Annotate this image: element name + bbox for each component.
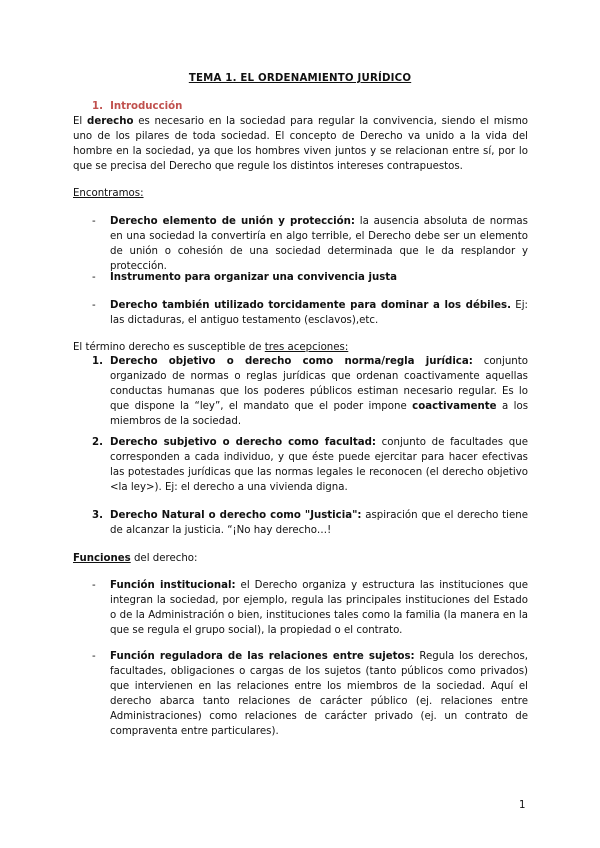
list-number: 3. <box>92 510 103 521</box>
funciones-heading <box>73 551 528 566</box>
numbered-item <box>110 354 528 429</box>
intro-paragraph <box>73 114 528 174</box>
acepciones-intro-text: El término derecho es susceptible de <box>73 342 265 353</box>
encontramos-heading: Encontramos: <box>73 188 144 199</box>
list-item <box>110 578 528 638</box>
bullet-dash: - <box>92 580 96 591</box>
item-text: Ej: las dictaduras, el antiguo testamento (esclavos),etc. <box>110 300 528 326</box>
numbered-item <box>110 435 528 495</box>
section-label: Introducción <box>110 101 183 112</box>
bullet-dash: - <box>92 300 96 311</box>
item-bold-2: coactivamente <box>412 401 497 412</box>
item-text: el Derecho organiza y estructura las instituciones que integran la sociedad, por ejemplo, regula las principales instituciones del Estado o de la Administración o bien, instituciones tales como la familia (la manera en la que se regula el grupo social), la propiedad o el contrato. <box>110 580 528 636</box>
page-number: 1 <box>519 800 526 811</box>
list-item <box>110 214 528 274</box>
section-number: 1. <box>92 101 103 112</box>
intro-bold: derecho <box>87 116 134 127</box>
item-text: conjunto de facultades que corresponden a cada individuo, y que éste puede ejercitar para hacer efectivas las potestades jurídicas que las normas legales le reconocen (el derecho objetivo <la ley>). Ej: el derecho a una vivienda digna. <box>110 437 528 493</box>
list-item <box>110 298 528 328</box>
item-bold: Instrumento para organizar una convivencia justa <box>110 272 398 283</box>
item-bold: Derecho también utilizado torcidamente para dominar a los débiles. <box>110 300 511 311</box>
item-bold: Función institucional: <box>110 580 236 591</box>
acepciones-intro-underlined: tres acepciones: <box>264 342 349 353</box>
item-bold: Derecho subjetivo o derecho como facultad: <box>110 437 376 448</box>
intro-text-a: El <box>73 116 88 127</box>
page-title: TEMA 1. EL ORDENAMIENTO JURÍDICO <box>188 73 412 84</box>
bullet-dash: - <box>92 216 96 227</box>
list-item <box>110 649 528 739</box>
funciones-heading-underlined: Funciones <box>73 553 131 564</box>
numbered-item <box>110 508 528 538</box>
item-text: la ausencia absoluta de normas en una sociedad la convertiría en algo terrible, el Derecho debe ser un elemento de unión o cohesión de una sociedad determinada que le da resplandor y protección. <box>110 216 528 272</box>
section-heading <box>92 99 182 114</box>
bullet-dash: - <box>92 651 96 662</box>
item-bold: Derecho objetivo o derecho como norma/regla jurídica: <box>110 356 473 367</box>
item-text: aspiración que el derecho tiene de alcanzar la justicia. “¡No hay derecho…! <box>110 510 528 536</box>
list-item <box>110 270 528 285</box>
list-number: 2. <box>92 437 103 448</box>
item-text-2: a los miembros de la sociedad. <box>110 401 528 427</box>
list-number: 1. <box>92 356 103 367</box>
item-text: Regula los derechos, facultades, obligaciones o cargas de los sujetos (tanto públicos como privados) que intervienen en las relaciones entre los miembros de la sociedad. Aquí el derecho abarca tanto relaciones de carácter público (ej. relaciones entre Administraciones) como relaciones de carácter privado (ej. un contrato de compraventa entre particulares). <box>110 651 528 737</box>
item-bold: Derecho Natural o derecho como "Justicia": <box>110 510 362 521</box>
item-bold: Derecho elemento de unión y protección: <box>110 216 355 227</box>
item-bold: Función reguladora de las relaciones entre sujetos: <box>110 651 415 662</box>
intro-text-b: es necesario en la sociedad para regular la convivencia, siendo el mismo uno de los pilares de toda sociedad. El concepto de Derecho va unido a la vida del hombre en la sociedad, ya que los hombres viven juntos y se relacionan entre sí, por lo que se precisa del Derecho que regule los distintos intereses contrapuestos. <box>73 116 528 172</box>
acepciones-intro <box>73 340 528 355</box>
bullet-dash: - <box>92 272 96 283</box>
item-text: conjunto organizado de normas o reglas jurídicas que ordenan coactivamente aquellas conductas humanas que los poderes públicos estiman necesario regular. Es lo que dispone la “ley”, el mandato que el poder impone <box>110 356 528 412</box>
funciones-heading-rest: del derecho: <box>130 553 198 564</box>
